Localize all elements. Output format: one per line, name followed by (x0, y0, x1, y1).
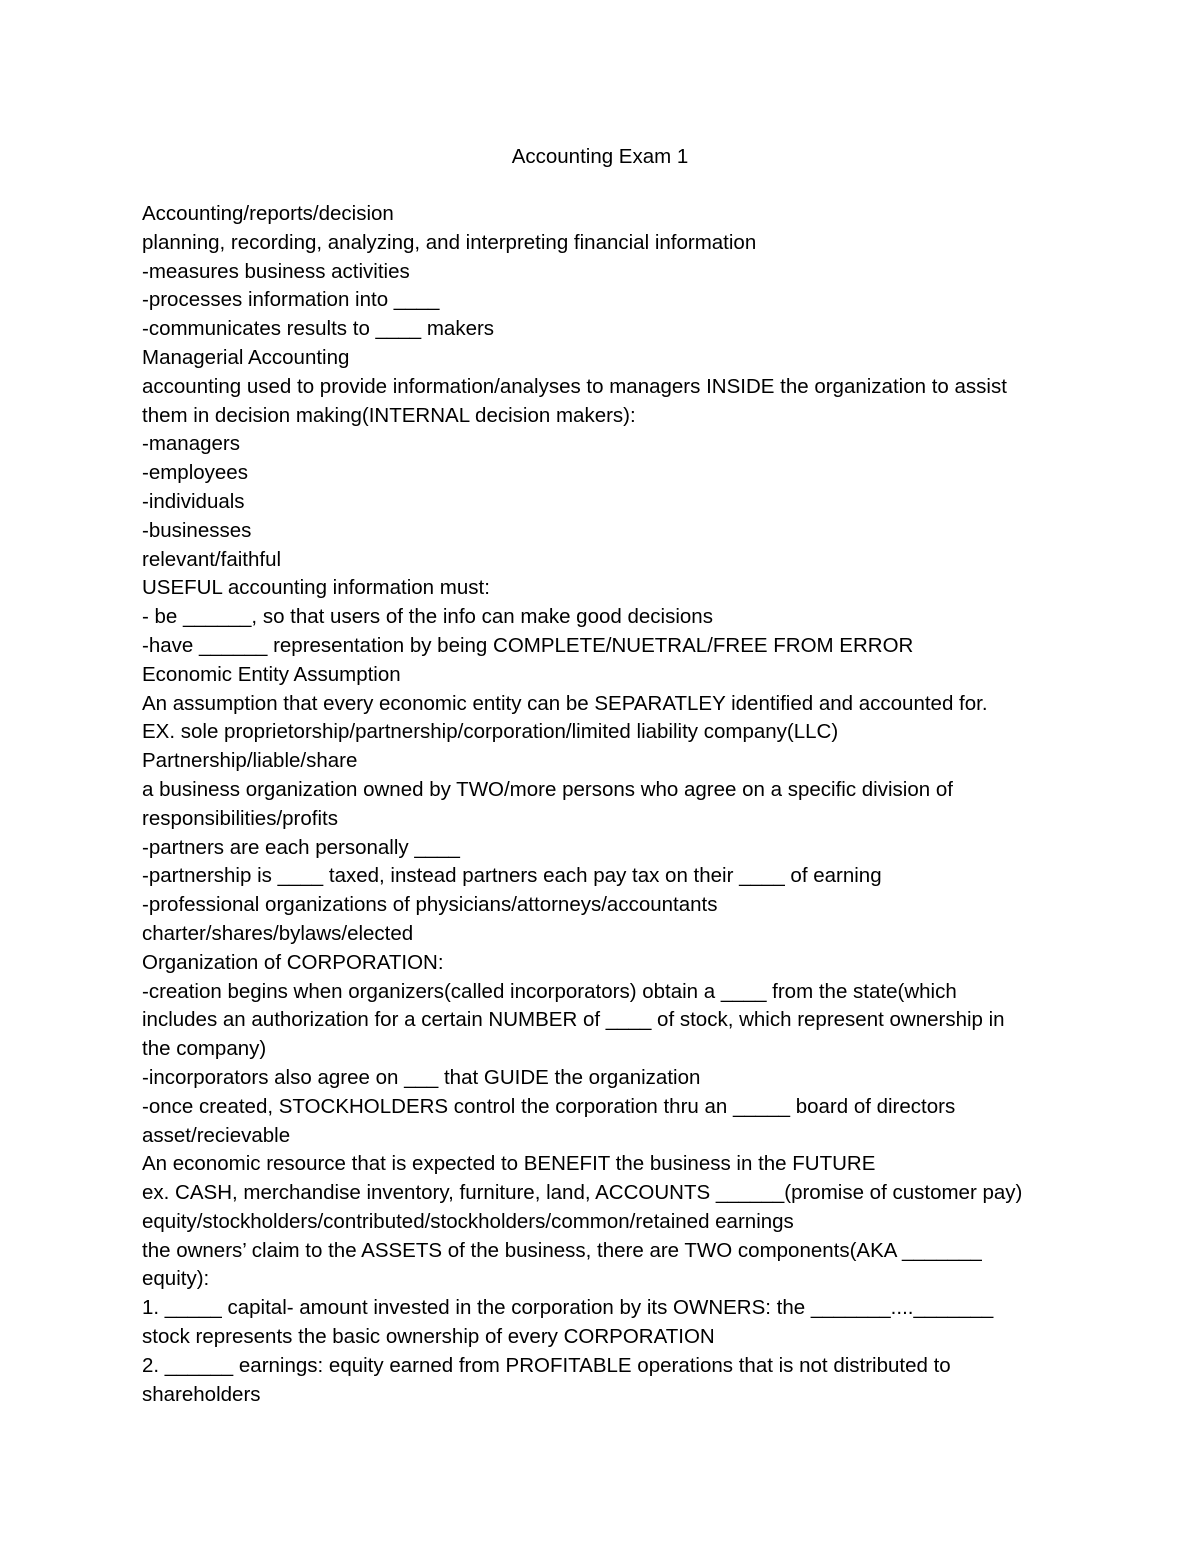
document-body (142, 200, 1142, 1409)
text-line: - be ______, so that users of the info can make good decisions (142, 605, 713, 629)
text-line: -creation begins when organizers(called incorporators) obtain a ____ from the state(which (142, 979, 957, 1003)
text-line: -partners are each personally ____ (142, 835, 460, 859)
text-line: charter/shares/bylaws/elected (142, 921, 414, 945)
text-line: 2. ______ earnings: equity earned from PROFITABLE operations that is not distributed to (142, 1353, 951, 1377)
text-line: -businesses (142, 518, 252, 542)
text-line: Managerial Accounting (142, 345, 350, 369)
text-line: relevant/faithful (142, 547, 282, 571)
text-line: -individuals (142, 489, 245, 513)
text-line: An economic resource that is expected to BENEFIT the business in the FUTURE (142, 1152, 876, 1176)
text-line: equity/stockholders/contributed/stockholders/common/retained earnings (142, 1209, 794, 1233)
text-line: An assumption that every economic entity can be SEPARATLEY identified and accounted for. (142, 691, 988, 715)
text-line: -incorporators also agree on ___ that GUIDE the organization (142, 1065, 701, 1089)
text-line: asset/recievable (142, 1123, 291, 1147)
text-line: -managers (142, 432, 240, 456)
text-line: -measures business activities (142, 259, 410, 283)
text-line: them in decision making(INTERNAL decision makers): (142, 403, 636, 427)
text-line: the company) (142, 1037, 267, 1061)
text-line: -professional organizations of physicians/attorneys/accountants (142, 893, 718, 917)
text-line: -have ______ representation by being COMPLETE/NUETRAL/FREE FROM ERROR (142, 633, 914, 657)
text-line: -partnership is ____ taxed, instead partners each pay tax on their ____ of earning (142, 864, 882, 888)
text-line: ex. CASH, merchandise inventory, furniture, land, ACCOUNTS ______(promise of customer pay) (142, 1181, 1023, 1205)
text-line: EX. sole proprietorship/partnership/corporation/limited liability company(LLC) (142, 720, 839, 744)
text-line: shareholders (142, 1382, 261, 1406)
text-line: equity): (142, 1267, 210, 1291)
text-line: 1. _____ capital- amount invested in the corporation by its OWNERS: the _______...._______ (142, 1296, 994, 1320)
text-line: USEFUL accounting information must: (142, 576, 490, 600)
text-line: Organization of CORPORATION: (142, 950, 444, 974)
text-line: stock represents the basic ownership of every CORPORATION (142, 1325, 715, 1349)
text-line: -processes information into ____ (142, 288, 440, 312)
text-line: Accounting/reports/decision (142, 202, 394, 225)
text-line: includes an authorization for a certain NUMBER of ____ of stock, which represent ownership in (142, 1008, 1005, 1032)
text-line: accounting used to provide information/analyses to managers INSIDE the organization to assist (142, 374, 1007, 398)
text-line: -employees (142, 461, 248, 485)
text-line: -communicates results to ____ makers (142, 317, 495, 341)
text-line: a business organization owned by TWO/more persons who agree on a specific division of (142, 777, 953, 801)
text-line: the owners’ claim to the ASSETS of the business, there are TWO components(AKA _______ (142, 1238, 982, 1262)
text-line: Economic Entity Assumption (142, 662, 401, 686)
text-line: responsibilities/profits (142, 806, 338, 830)
text-line: Partnership/liable/share (142, 749, 358, 773)
document-title: Accounting Exam 1 (511, 145, 689, 168)
text-line: planning, recording, analyzing, and interpreting financial information (142, 230, 757, 254)
text-line: -once created, STOCKHOLDERS control the corporation thru an _____ board of directors (142, 1094, 956, 1118)
